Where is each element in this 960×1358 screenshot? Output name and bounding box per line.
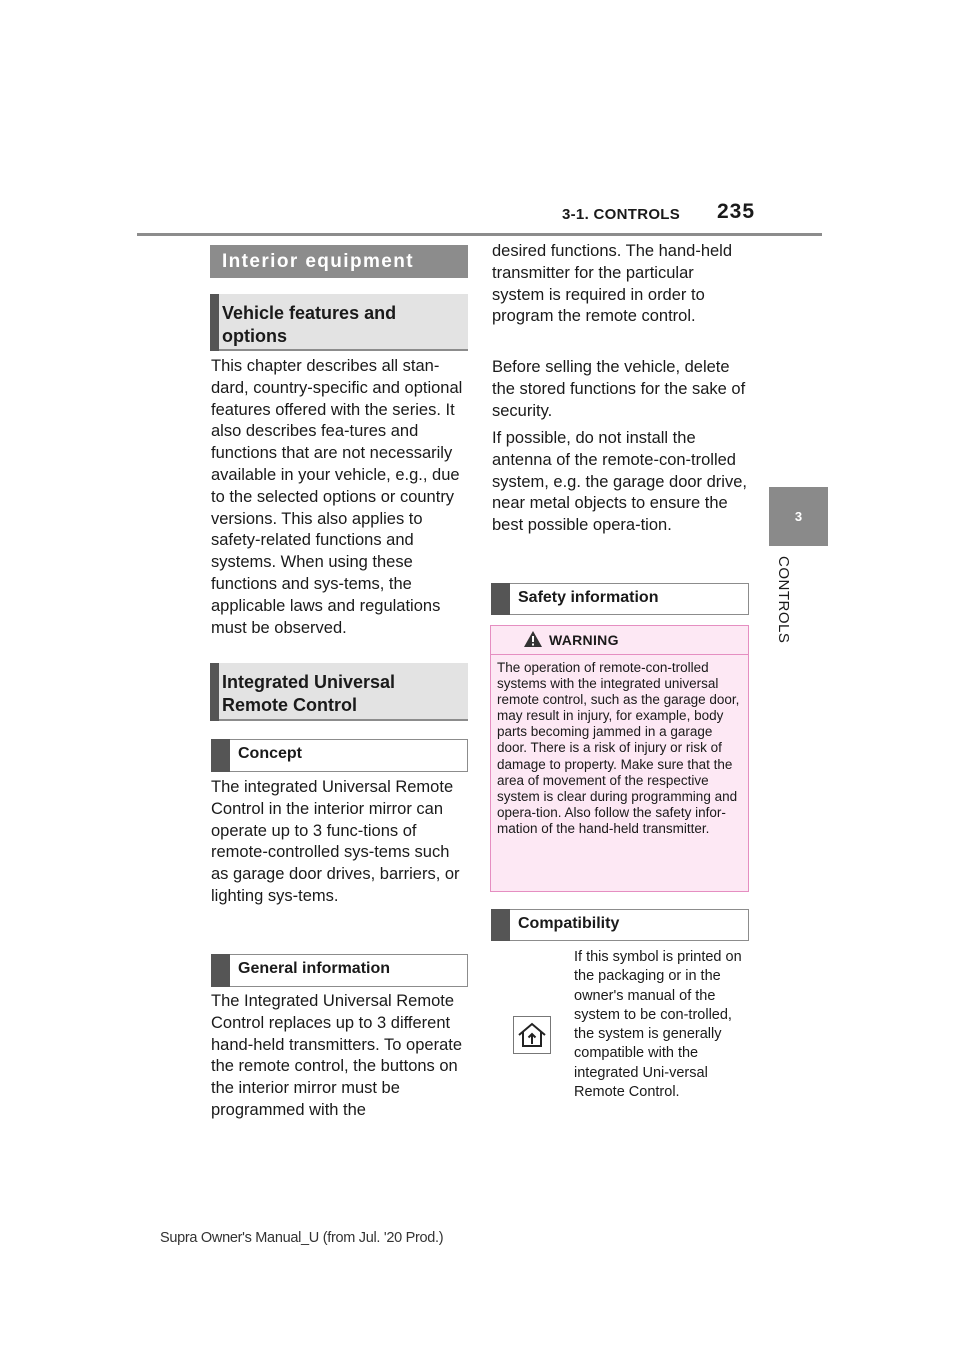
heading-iurc-text: Integrated Universal Remote Control — [222, 672, 396, 715]
warning-text: The operation of remote-con-trolled systems with the integrated universal remote control, such as the garage door, may result in injury, for example, body parts becoming jammed in a garage door. There is a risk of injury or risk of damage to property. Make sure that the area of movement of the respective system is clear during programming and opera-tion. Also follow the safety infor-mation of the hand-held transmitter. — [497, 660, 740, 836]
footer-text: Supra Owner's Manual_U (from Jul. '20 Prod.) — [160, 1230, 444, 1246]
heading-interior-equipment: Interior equipment — [210, 245, 468, 278]
paragraph-intro: This chapter describes all stan-dard, country-specific and optional features offered with the series. It also describes fea-tures and functions that are not necessarily available in your vehicle, e.g., due to the selected options or country versions. This also applies to safety-related functions and systems. When using these functions and sys-tems, the applicable laws and regulations must be observed. — [211, 357, 463, 637]
heading-general-information — [211, 954, 468, 987]
home-remote-icon — [513, 1016, 551, 1054]
heading-general-text: General information — [238, 960, 391, 977]
paragraph-concept: The integrated Universal Remote Control in the interior mirror can operate up to 3 func-tions of remote-controlled sys-tems such as garage door drives, barriers, or lighting sys-tems. — [211, 778, 460, 905]
chapter-label: CONTROLS — [775, 556, 792, 644]
chapter-number: 3 — [794, 509, 803, 524]
heading-vehicle-features-text: Vehicle features and options — [222, 303, 397, 346]
warning-header — [491, 626, 748, 655]
paragraph-general: The Integrated Universal Remote Control replaces up to 3 different hand-held transmitters. To operate the remote control, the buttons on the interior mirror must be programmed with the — [211, 992, 463, 1119]
page-number: 235 — [717, 200, 756, 223]
heading-concept-text: Concept — [238, 745, 302, 762]
paragraph-antenna: If possible, do not install the antenna of the remote-con-trolled system, e.g. the garage door drive, near metal objects to ensure the best possible opera-tion. — [492, 429, 747, 535]
heading-safety-text: Safety information — [518, 589, 659, 606]
paragraph-selling: Before selling the vehicle, delete the stored functions for the sake of security. — [492, 358, 746, 420]
heading-safety-information — [491, 583, 749, 615]
chapter-tab — [769, 487, 828, 546]
heading-compatibility-text: Compatibility — [518, 915, 620, 932]
heading-vehicle-features — [210, 294, 468, 351]
section-title: 3-1. CONTROLS — [562, 206, 681, 223]
warning-title: WARNING — [549, 632, 619, 648]
paragraph-continued: desired functions. The hand-held transmitter for the particular system is required in order to program the remote control. — [492, 242, 733, 326]
warning-box — [490, 625, 749, 892]
compatibility-text: If this symbol is printed on the packaging or in the owner's manual of the system to be con-trolled, the system is generally compatible with the integrated Uni-versal Remote Control. — [574, 949, 742, 1101]
header-divider — [137, 233, 822, 236]
heading-concept — [211, 739, 468, 772]
heading-compatibility — [491, 909, 749, 941]
heading-iurc — [210, 663, 468, 721]
warning-triangle-icon — [523, 630, 543, 648]
